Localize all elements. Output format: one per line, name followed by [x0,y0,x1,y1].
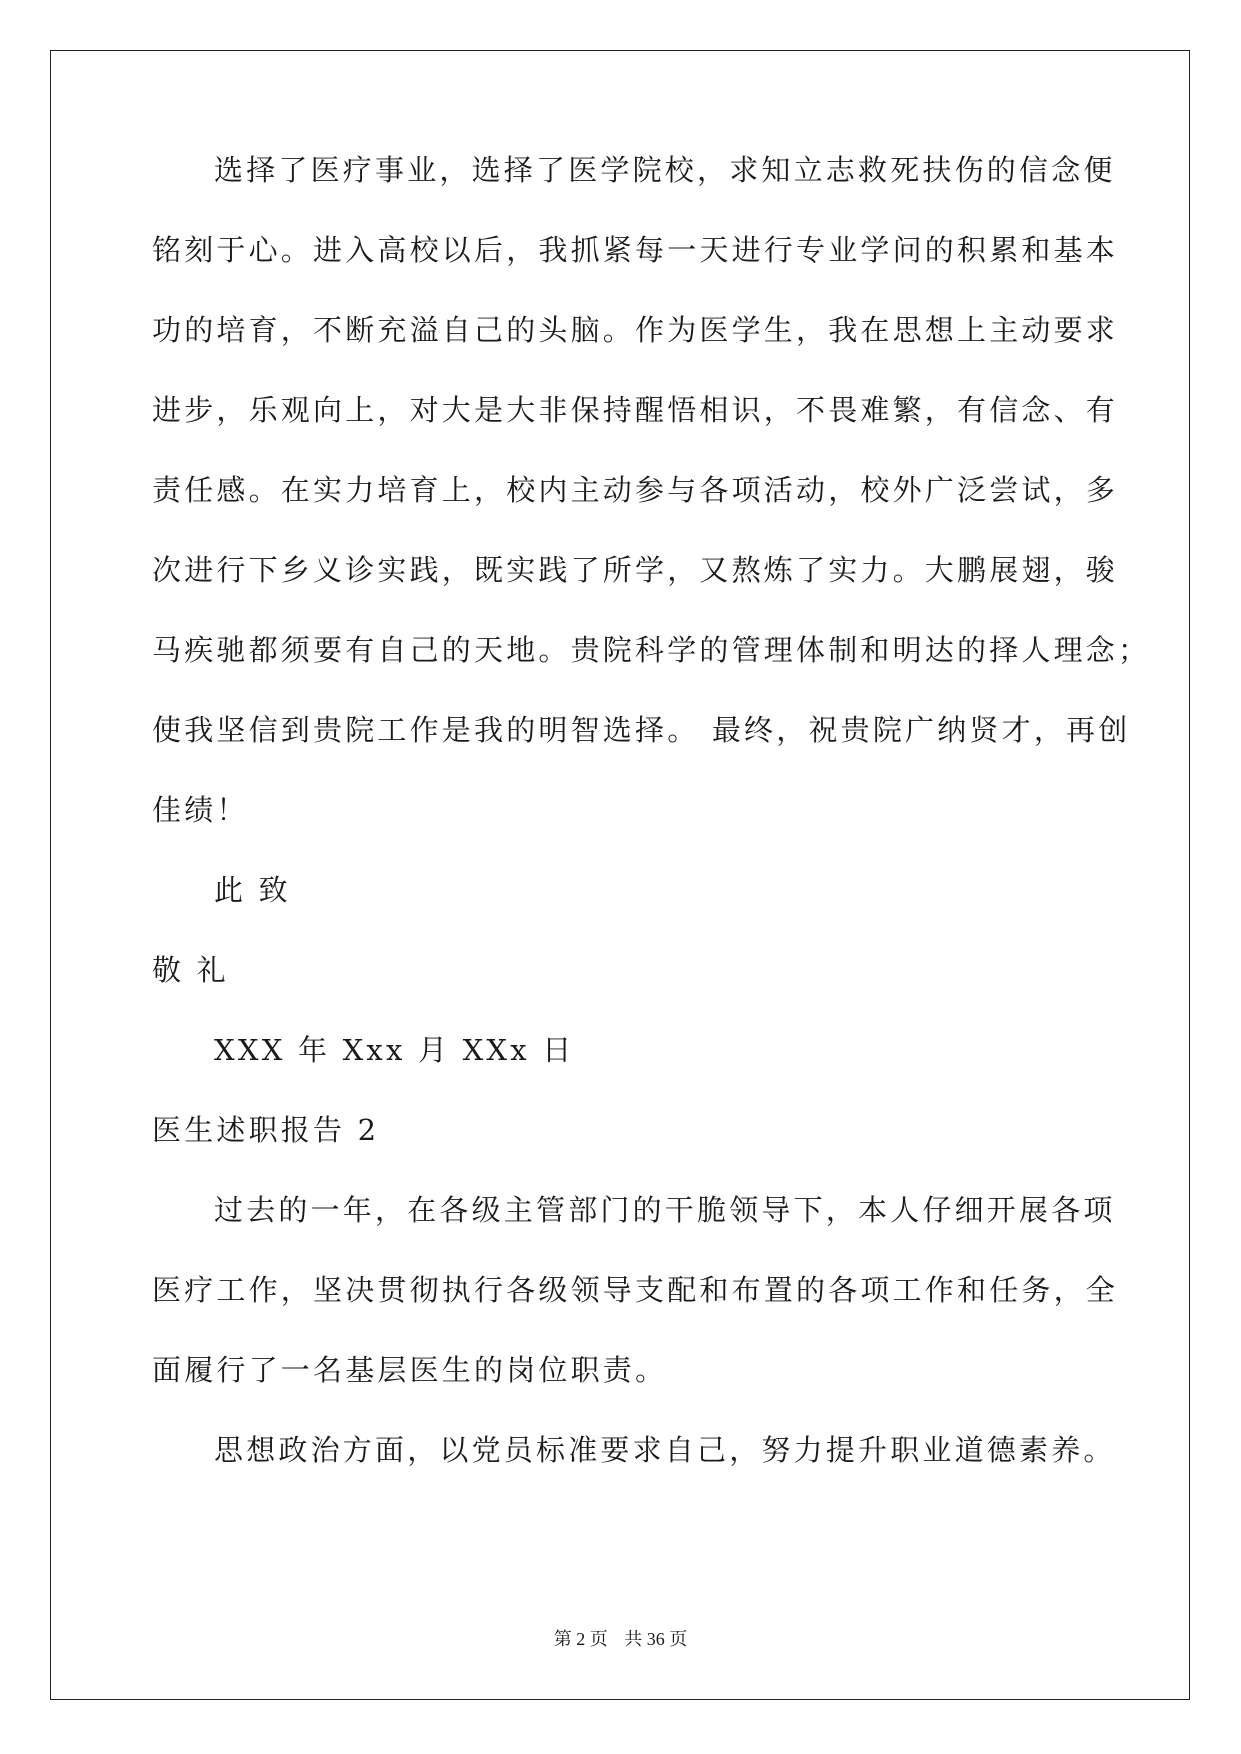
paragraph-line: 过去的一年，在各级主管部门的干脆领导下，本人仔细开展各项 [214,1193,1116,1227]
page-footer [0,1625,1241,1651]
paragraph-line: 功的培育，不断充溢自己的头脑。作为医学生，我在思想上主动要求 [152,313,1119,347]
paragraph-line: 进步，乐观向上，对大是大非保持醒悟相识，不畏难繁，有信念、有 [152,393,1119,427]
page-number: 第 2 页 [553,1629,608,1649]
closing-date: XXX 年 Xxx 月 XXx 日 [214,1033,575,1067]
paragraph-line: 责任感。在实力培育上，校内主动参与各项活动，校外广泛尝试，多 [152,473,1119,507]
paragraph-line: 铭刻于心。进入高校以后，我抓紧每一天进行专业学问的积累和基本 [152,233,1119,267]
paragraph-line: 医疗工作，坚决贯彻执行各级领导支配和布置的各项工作和任务，全 [152,1273,1119,1307]
paragraph-line: 次进行下乡义诊实践，既实践了所学，又熬炼了实力。大鹏展翅，骏 [152,553,1119,587]
paragraph-line: 面履行了一名基层医生的岗位职责。 [152,1353,668,1387]
closing-cizhi: 此 致 [214,873,291,907]
paragraph-line: 使我坚信到贵院工作是我的明智选择。 最终，祝贵院广纳贤才，再创 [152,713,1131,747]
paragraph-line: 选择了医疗事业，选择了医学院校，求知立志救死扶伤的信念便 [214,153,1116,187]
paragraph-line: 佳绩！ [152,793,249,827]
paragraph-line: 思想政治方面，以党员标准要求自己，努力提升职业道德素养。 [214,1433,1116,1467]
section-title: 医生述职报告 2 [152,1113,380,1147]
paragraph-line: 马疾驰都须要有自己的天地。贵院科学的管理体制和明达的择人理念； [152,633,1151,667]
closing-jingli: 敬 礼 [152,953,229,987]
page-total: 共 36 页 [624,1629,688,1649]
